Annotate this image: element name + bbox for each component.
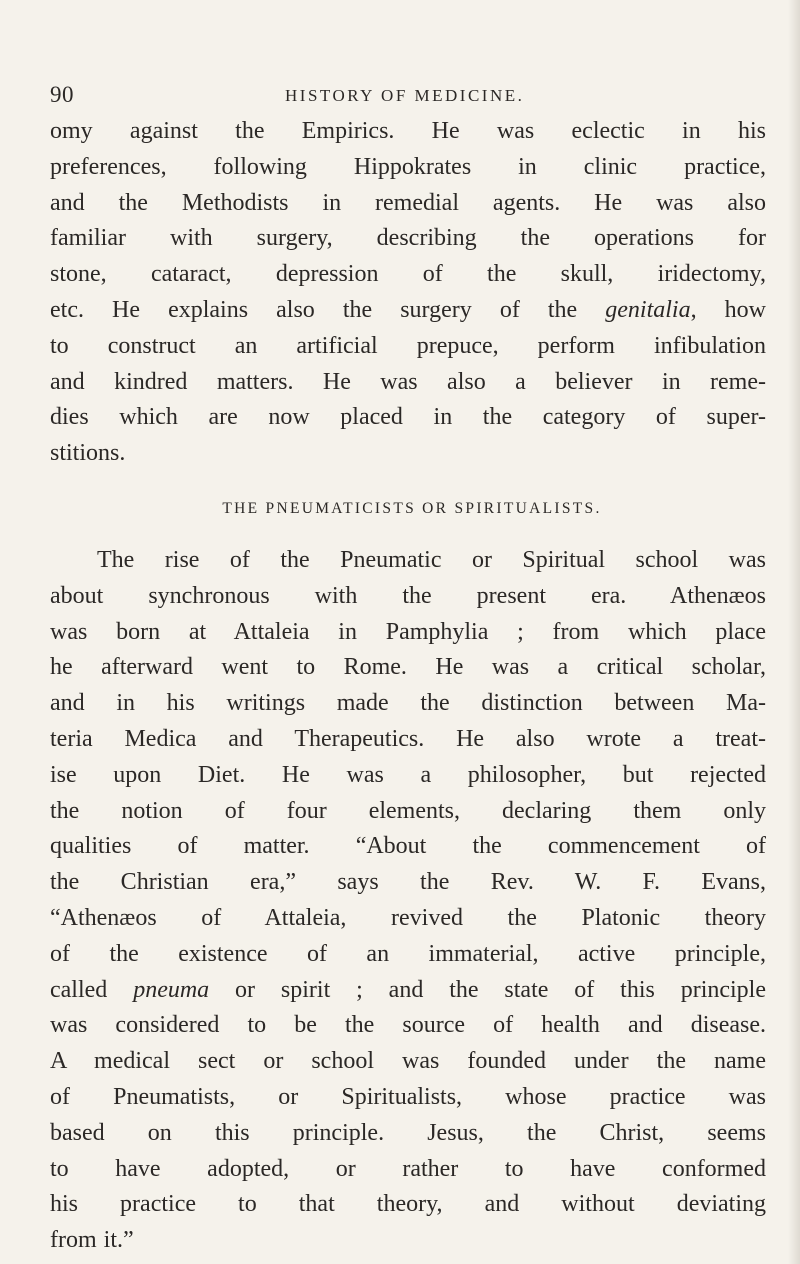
text-line: “Athenæos of Attaleia, revived the Platonic theory bbox=[50, 904, 766, 931]
text-line: his practice to that theory, and without deviating bbox=[50, 1191, 766, 1218]
text-line: omy against the Empirics. He was eclectic in his bbox=[50, 118, 766, 144]
text-line: of Pneumatists, or Spiritualists, whose practice was bbox=[50, 1083, 766, 1110]
italic-term: pneuma bbox=[133, 976, 210, 1003]
body-text bbox=[50, 114, 766, 1259]
text-line: A medical sect or school was founded under the name bbox=[50, 1048, 766, 1075]
text-line: familiar with surgery, describing the operations for bbox=[50, 225, 766, 252]
running-head: HISTORY OF MEDICINE. bbox=[285, 86, 525, 105]
text-line: he afterward went to Rome. He was a critical scholar, bbox=[50, 654, 766, 681]
text-segment: , how bbox=[690, 296, 766, 323]
text-segment: or spirit ; and the state of this principle bbox=[209, 976, 767, 1003]
text-segment: etc. He explains also the surgery of the bbox=[50, 296, 606, 323]
text-line bbox=[50, 293, 766, 329]
paragraph-2 bbox=[50, 543, 766, 1259]
text-line: and kindred matters. He was also a believer in reme- bbox=[50, 368, 766, 395]
paragraph-1 bbox=[50, 114, 766, 472]
text-line: of the existence of an immaterial, active principle, bbox=[50, 940, 766, 967]
text-line: The rise of the Pneumatic or Spiritual school was bbox=[97, 546, 766, 573]
text-line bbox=[50, 973, 766, 1009]
text-line: was born at Attaleia in Pamphylia ; from which place bbox=[50, 618, 766, 645]
text-line: about synchronous with the present era. Athenæos bbox=[50, 582, 766, 609]
text-line: based on this principle. Jesus, the Christ, seems bbox=[50, 1119, 766, 1146]
text-line: ise upon Diet. He was a philosopher, but rejected bbox=[50, 761, 766, 788]
text-line: stone, cataract, depression of the skull, iridectomy, bbox=[50, 261, 766, 288]
italic-term: genitalia bbox=[605, 296, 691, 323]
page-edge-shadow bbox=[788, 0, 800, 1264]
text-line: stitions. bbox=[50, 440, 126, 467]
text-line: and in his writings made the distinction between Ma- bbox=[50, 690, 766, 717]
text-line: teria Medica and Therapeutics. He also wrote a treat- bbox=[50, 725, 766, 752]
text-line: qualities of matter. “About the commencement of bbox=[50, 833, 766, 860]
text-line: from it.” bbox=[50, 1227, 134, 1254]
text-line: to have adopted, or rather to have conformed bbox=[50, 1155, 766, 1182]
page-header bbox=[50, 82, 770, 112]
text-line: to construct an artificial prepuce, perform infibulation bbox=[50, 332, 766, 359]
text-segment: called bbox=[50, 976, 134, 1003]
text-line: dies which are now placed in the category of super- bbox=[50, 404, 766, 431]
text-line: the Christian era,” says the Rev. W. F. Evans, bbox=[50, 869, 766, 896]
text-line: preferences, following Hippokrates in clinic practice, bbox=[50, 153, 766, 180]
text-line: was considered to be the source of health and disease. bbox=[50, 1012, 766, 1039]
section-heading: THE PNEUMATICISTS OR SPIRITUALISTS. bbox=[222, 499, 602, 517]
text-line: and the Methodists in remedial agents. He was also bbox=[50, 189, 766, 216]
text-line: the notion of four elements, declaring them only bbox=[50, 797, 766, 824]
page-number: 90 bbox=[50, 82, 74, 107]
